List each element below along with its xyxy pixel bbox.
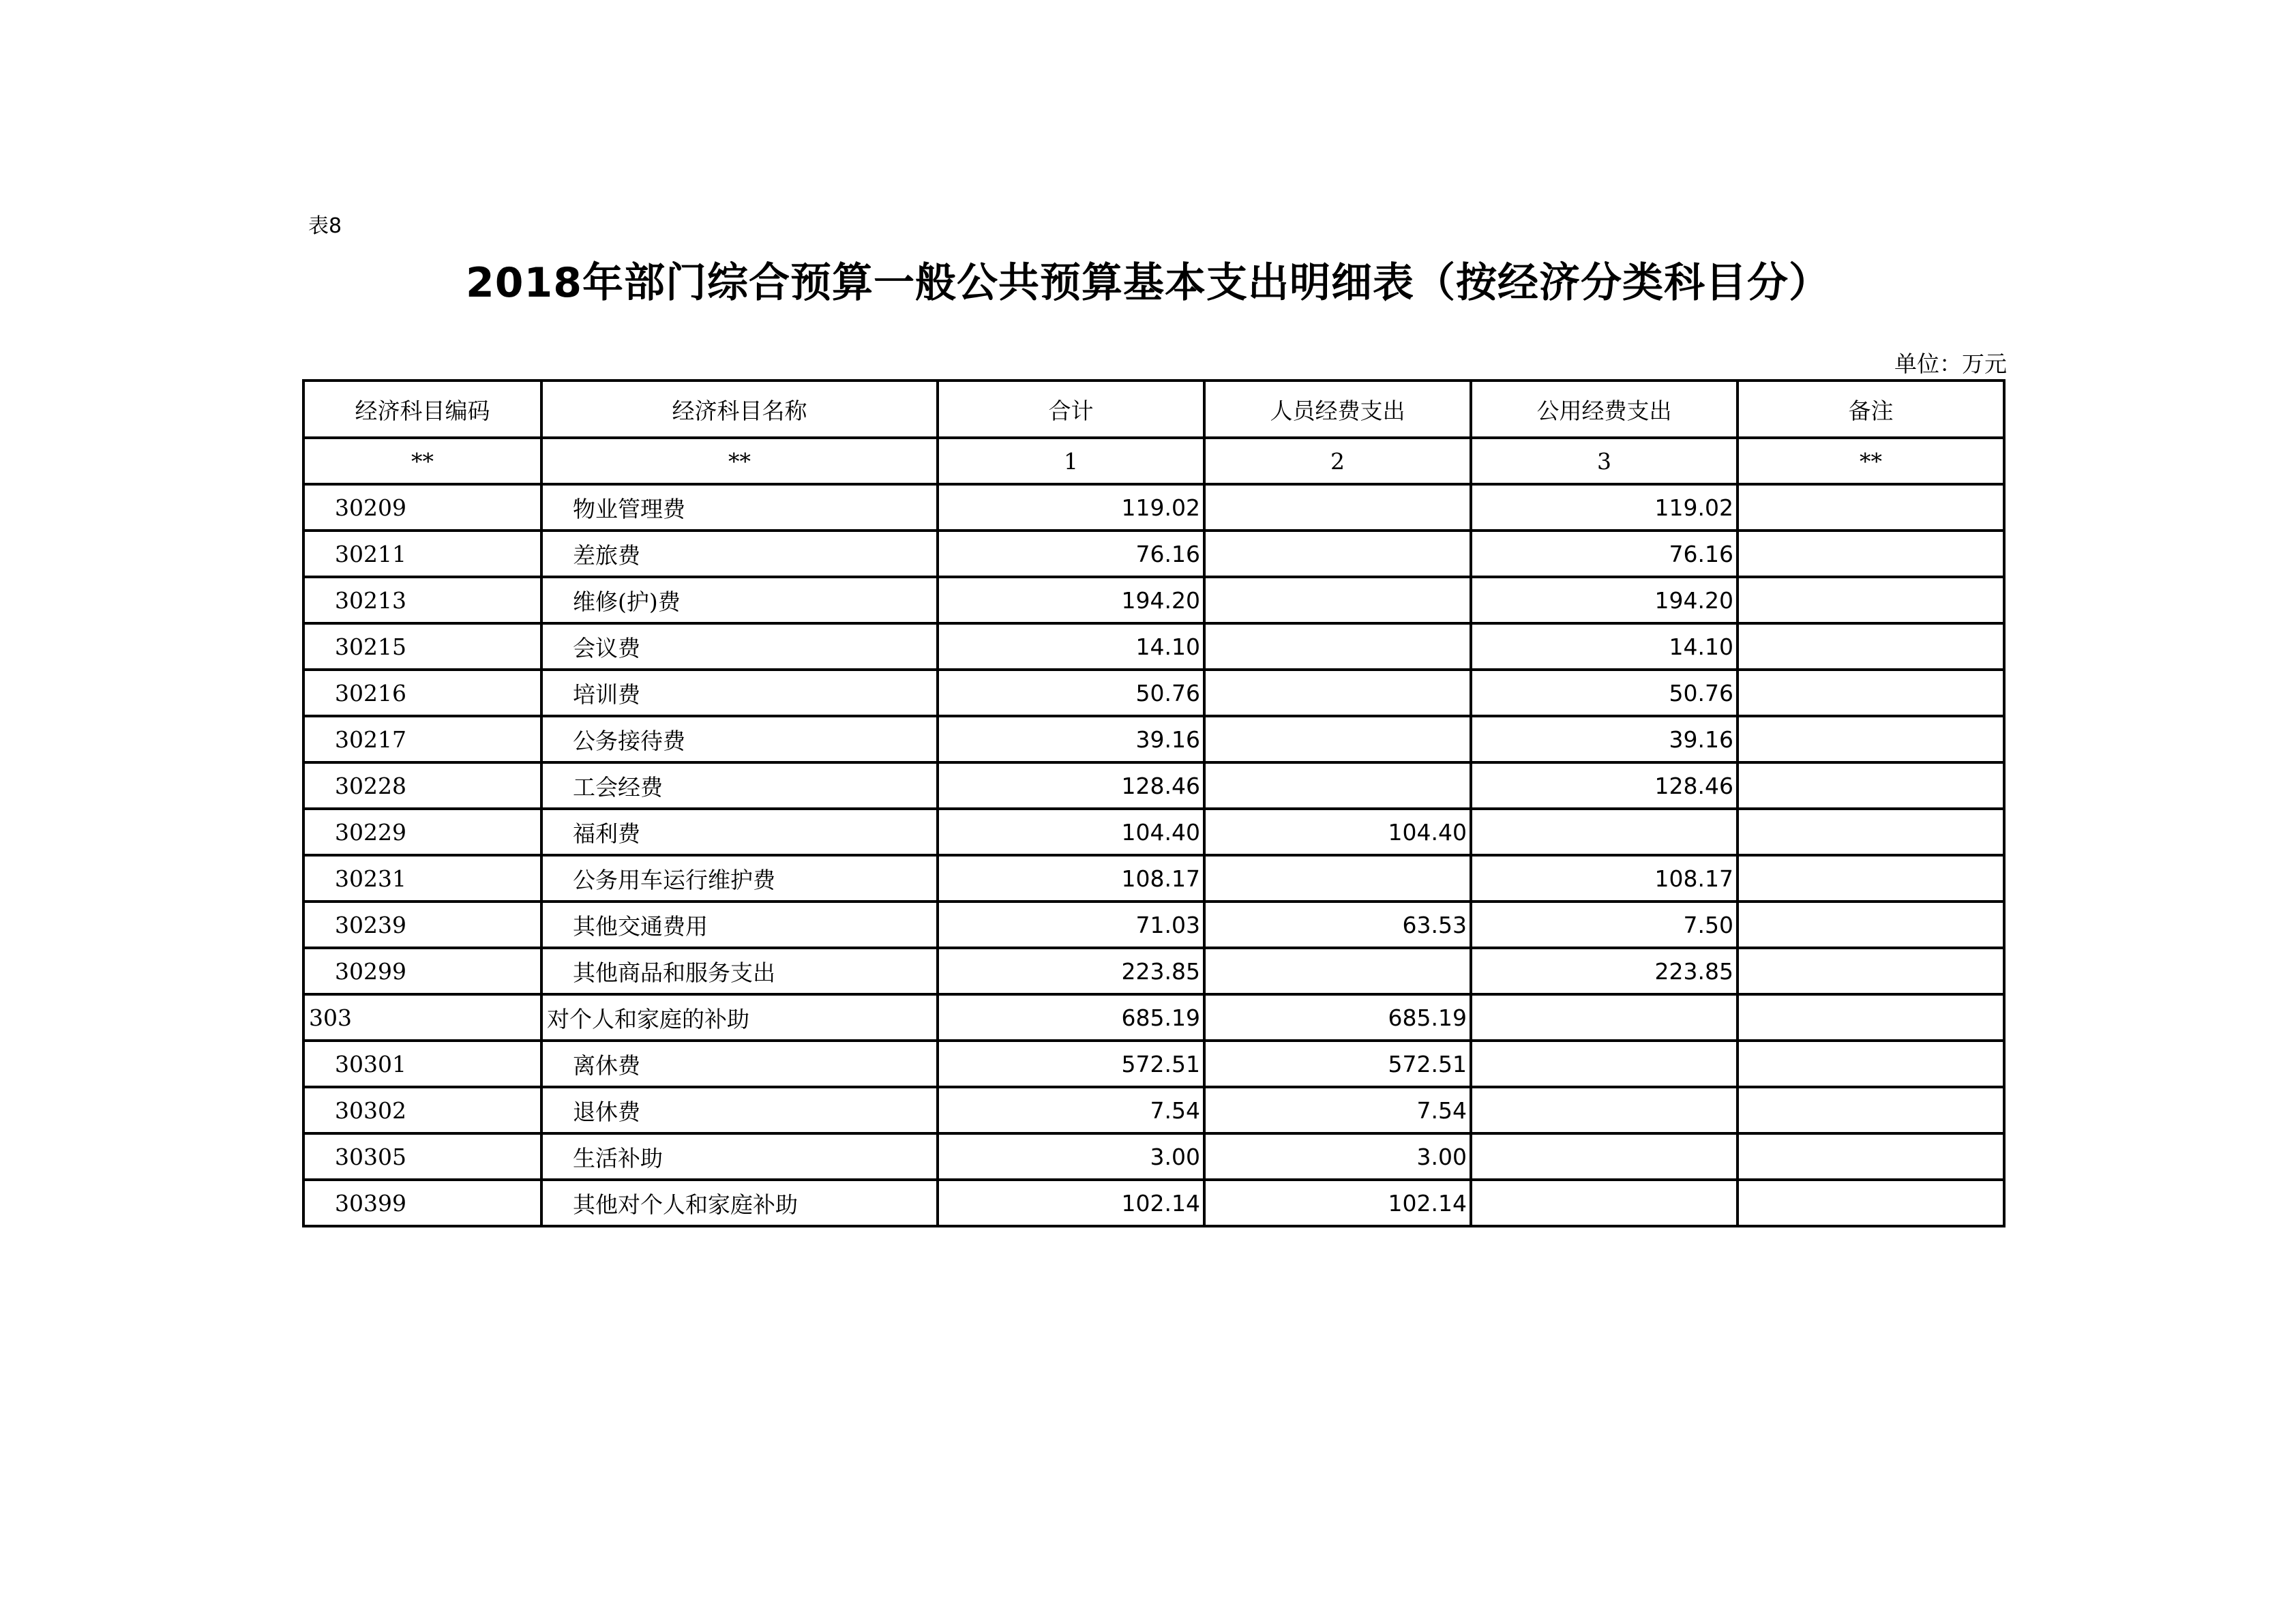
- total-cell: 104.40: [938, 809, 1204, 855]
- name-cell: 工会经费: [541, 762, 938, 809]
- index-code: **: [303, 438, 541, 484]
- name-cell: 其他交通费用: [541, 902, 938, 948]
- public-cell: 76.16: [1471, 531, 1738, 577]
- table-row: [303, 855, 2004, 902]
- note-cell: [1738, 670, 2004, 716]
- code-cell: 30228: [303, 762, 541, 809]
- name-cell: 物业管理费: [541, 484, 938, 531]
- table-row: [303, 716, 2004, 762]
- table-index-row: [303, 438, 2004, 484]
- personnel-cell: 63.53: [1204, 902, 1471, 948]
- name-cell: 离休费: [541, 1041, 938, 1087]
- name-cell: 培训费: [541, 670, 938, 716]
- name-cell: 对个人和家庭的补助: [541, 994, 938, 1041]
- note-cell: [1738, 855, 2004, 902]
- public-cell: [1471, 1180, 1738, 1226]
- name-cell: 差旅费: [541, 531, 938, 577]
- table-row: [303, 902, 2004, 948]
- total-cell: 71.03: [938, 902, 1204, 948]
- note-cell: [1738, 1041, 2004, 1087]
- code-cell: 30302: [303, 1087, 541, 1133]
- table-row: [303, 948, 2004, 994]
- total-cell: 3.00: [938, 1133, 1204, 1180]
- index-total: 1: [938, 438, 1204, 484]
- code-cell: 30231: [303, 855, 541, 902]
- note-cell: [1738, 902, 2004, 948]
- table-row: [303, 1133, 2004, 1180]
- total-cell: 194.20: [938, 577, 1204, 623]
- table-row: [303, 670, 2004, 716]
- table-number-label: 表8: [308, 214, 342, 238]
- public-cell: 223.85: [1471, 948, 1738, 994]
- name-cell: 公务用车运行维护费: [541, 855, 938, 902]
- personnel-cell: [1204, 762, 1471, 809]
- total-cell: 39.16: [938, 716, 1204, 762]
- total-cell: 119.02: [938, 484, 1204, 531]
- name-cell: 公务接待费: [541, 716, 938, 762]
- personnel-cell: [1204, 531, 1471, 577]
- code-cell: 30229: [303, 809, 541, 855]
- code-cell: 30217: [303, 716, 541, 762]
- total-cell: 223.85: [938, 948, 1204, 994]
- personnel-cell: [1204, 623, 1471, 670]
- budget-table: [302, 379, 2006, 1227]
- personnel-cell: [1204, 670, 1471, 716]
- header-code: 经济科目编码: [303, 381, 541, 438]
- name-cell: 维修(护)费: [541, 577, 938, 623]
- table-row: [303, 762, 2004, 809]
- table-row: [303, 1087, 2004, 1133]
- total-cell: 572.51: [938, 1041, 1204, 1087]
- total-cell: 108.17: [938, 855, 1204, 902]
- total-cell: 50.76: [938, 670, 1204, 716]
- code-cell: 30209: [303, 484, 541, 531]
- note-cell: [1738, 1087, 2004, 1133]
- public-cell: [1471, 1133, 1738, 1180]
- table-row: [303, 1041, 2004, 1087]
- total-cell: 7.54: [938, 1087, 1204, 1133]
- public-cell: [1471, 1041, 1738, 1087]
- total-cell: 76.16: [938, 531, 1204, 577]
- personnel-cell: [1204, 484, 1471, 531]
- code-cell: 30215: [303, 623, 541, 670]
- personnel-cell: 685.19: [1204, 994, 1471, 1041]
- code-cell: 30211: [303, 531, 541, 577]
- public-cell: 39.16: [1471, 716, 1738, 762]
- header-public: 公用经费支出: [1471, 381, 1738, 438]
- public-cell: 128.46: [1471, 762, 1738, 809]
- table-row: [303, 1180, 2004, 1226]
- header-name: 经济科目名称: [541, 381, 938, 438]
- name-cell: 会议费: [541, 623, 938, 670]
- table-row: [303, 623, 2004, 670]
- header-total: 合计: [938, 381, 1204, 438]
- code-cell: 30399: [303, 1180, 541, 1226]
- total-cell: 14.10: [938, 623, 1204, 670]
- unit-label: 单位：万元: [1894, 351, 2007, 377]
- note-cell: [1738, 994, 2004, 1041]
- personnel-cell: [1204, 716, 1471, 762]
- name-cell: 退休费: [541, 1087, 938, 1133]
- note-cell: [1738, 948, 2004, 994]
- table-row: [303, 484, 2004, 531]
- note-cell: [1738, 531, 2004, 577]
- name-cell: 生活补助: [541, 1133, 938, 1180]
- note-cell: [1738, 577, 2004, 623]
- personnel-cell: [1204, 948, 1471, 994]
- note-cell: [1738, 623, 2004, 670]
- code-cell: 30239: [303, 902, 541, 948]
- public-cell: [1471, 1087, 1738, 1133]
- header-personnel: 人员经费支出: [1204, 381, 1471, 438]
- public-cell: 108.17: [1471, 855, 1738, 902]
- code-cell: 30299: [303, 948, 541, 994]
- public-cell: 14.10: [1471, 623, 1738, 670]
- code-cell: 30301: [303, 1041, 541, 1087]
- code-cell: 303: [303, 994, 541, 1041]
- note-cell: [1738, 762, 2004, 809]
- code-cell: 30305: [303, 1133, 541, 1180]
- public-cell: [1471, 809, 1738, 855]
- total-cell: 685.19: [938, 994, 1204, 1041]
- code-cell: 30213: [303, 577, 541, 623]
- index-personnel: 2: [1204, 438, 1471, 484]
- table-row: [303, 994, 2004, 1041]
- header-note: 备注: [1738, 381, 2004, 438]
- personnel-cell: 7.54: [1204, 1087, 1471, 1133]
- table-row: [303, 809, 2004, 855]
- code-cell: 30216: [303, 670, 541, 716]
- index-public: 3: [1471, 438, 1738, 484]
- table-header-row: [303, 381, 2004, 438]
- public-cell: [1471, 994, 1738, 1041]
- document-title: 2018年部门综合预算一般公共预算基本支出明细表（按经济分类科目分）: [466, 259, 1830, 307]
- personnel-cell: [1204, 577, 1471, 623]
- total-cell: 102.14: [938, 1180, 1204, 1226]
- public-cell: 50.76: [1471, 670, 1738, 716]
- note-cell: [1738, 1180, 2004, 1226]
- total-cell: 128.46: [938, 762, 1204, 809]
- table-row: [303, 531, 2004, 577]
- personnel-cell: 102.14: [1204, 1180, 1471, 1226]
- note-cell: [1738, 484, 2004, 531]
- note-cell: [1738, 809, 2004, 855]
- personnel-cell: 3.00: [1204, 1133, 1471, 1180]
- note-cell: [1738, 716, 2004, 762]
- public-cell: 7.50: [1471, 902, 1738, 948]
- personnel-cell: 572.51: [1204, 1041, 1471, 1087]
- table-row: [303, 577, 2004, 623]
- personnel-cell: 104.40: [1204, 809, 1471, 855]
- name-cell: 其他对个人和家庭补助: [541, 1180, 938, 1226]
- note-cell: [1738, 1133, 2004, 1180]
- index-name: **: [541, 438, 938, 484]
- index-note: **: [1738, 438, 2004, 484]
- name-cell: 其他商品和服务支出: [541, 948, 938, 994]
- public-cell: 119.02: [1471, 484, 1738, 531]
- personnel-cell: [1204, 855, 1471, 902]
- name-cell: 福利费: [541, 809, 938, 855]
- table-body: [303, 484, 2004, 1226]
- public-cell: 194.20: [1471, 577, 1738, 623]
